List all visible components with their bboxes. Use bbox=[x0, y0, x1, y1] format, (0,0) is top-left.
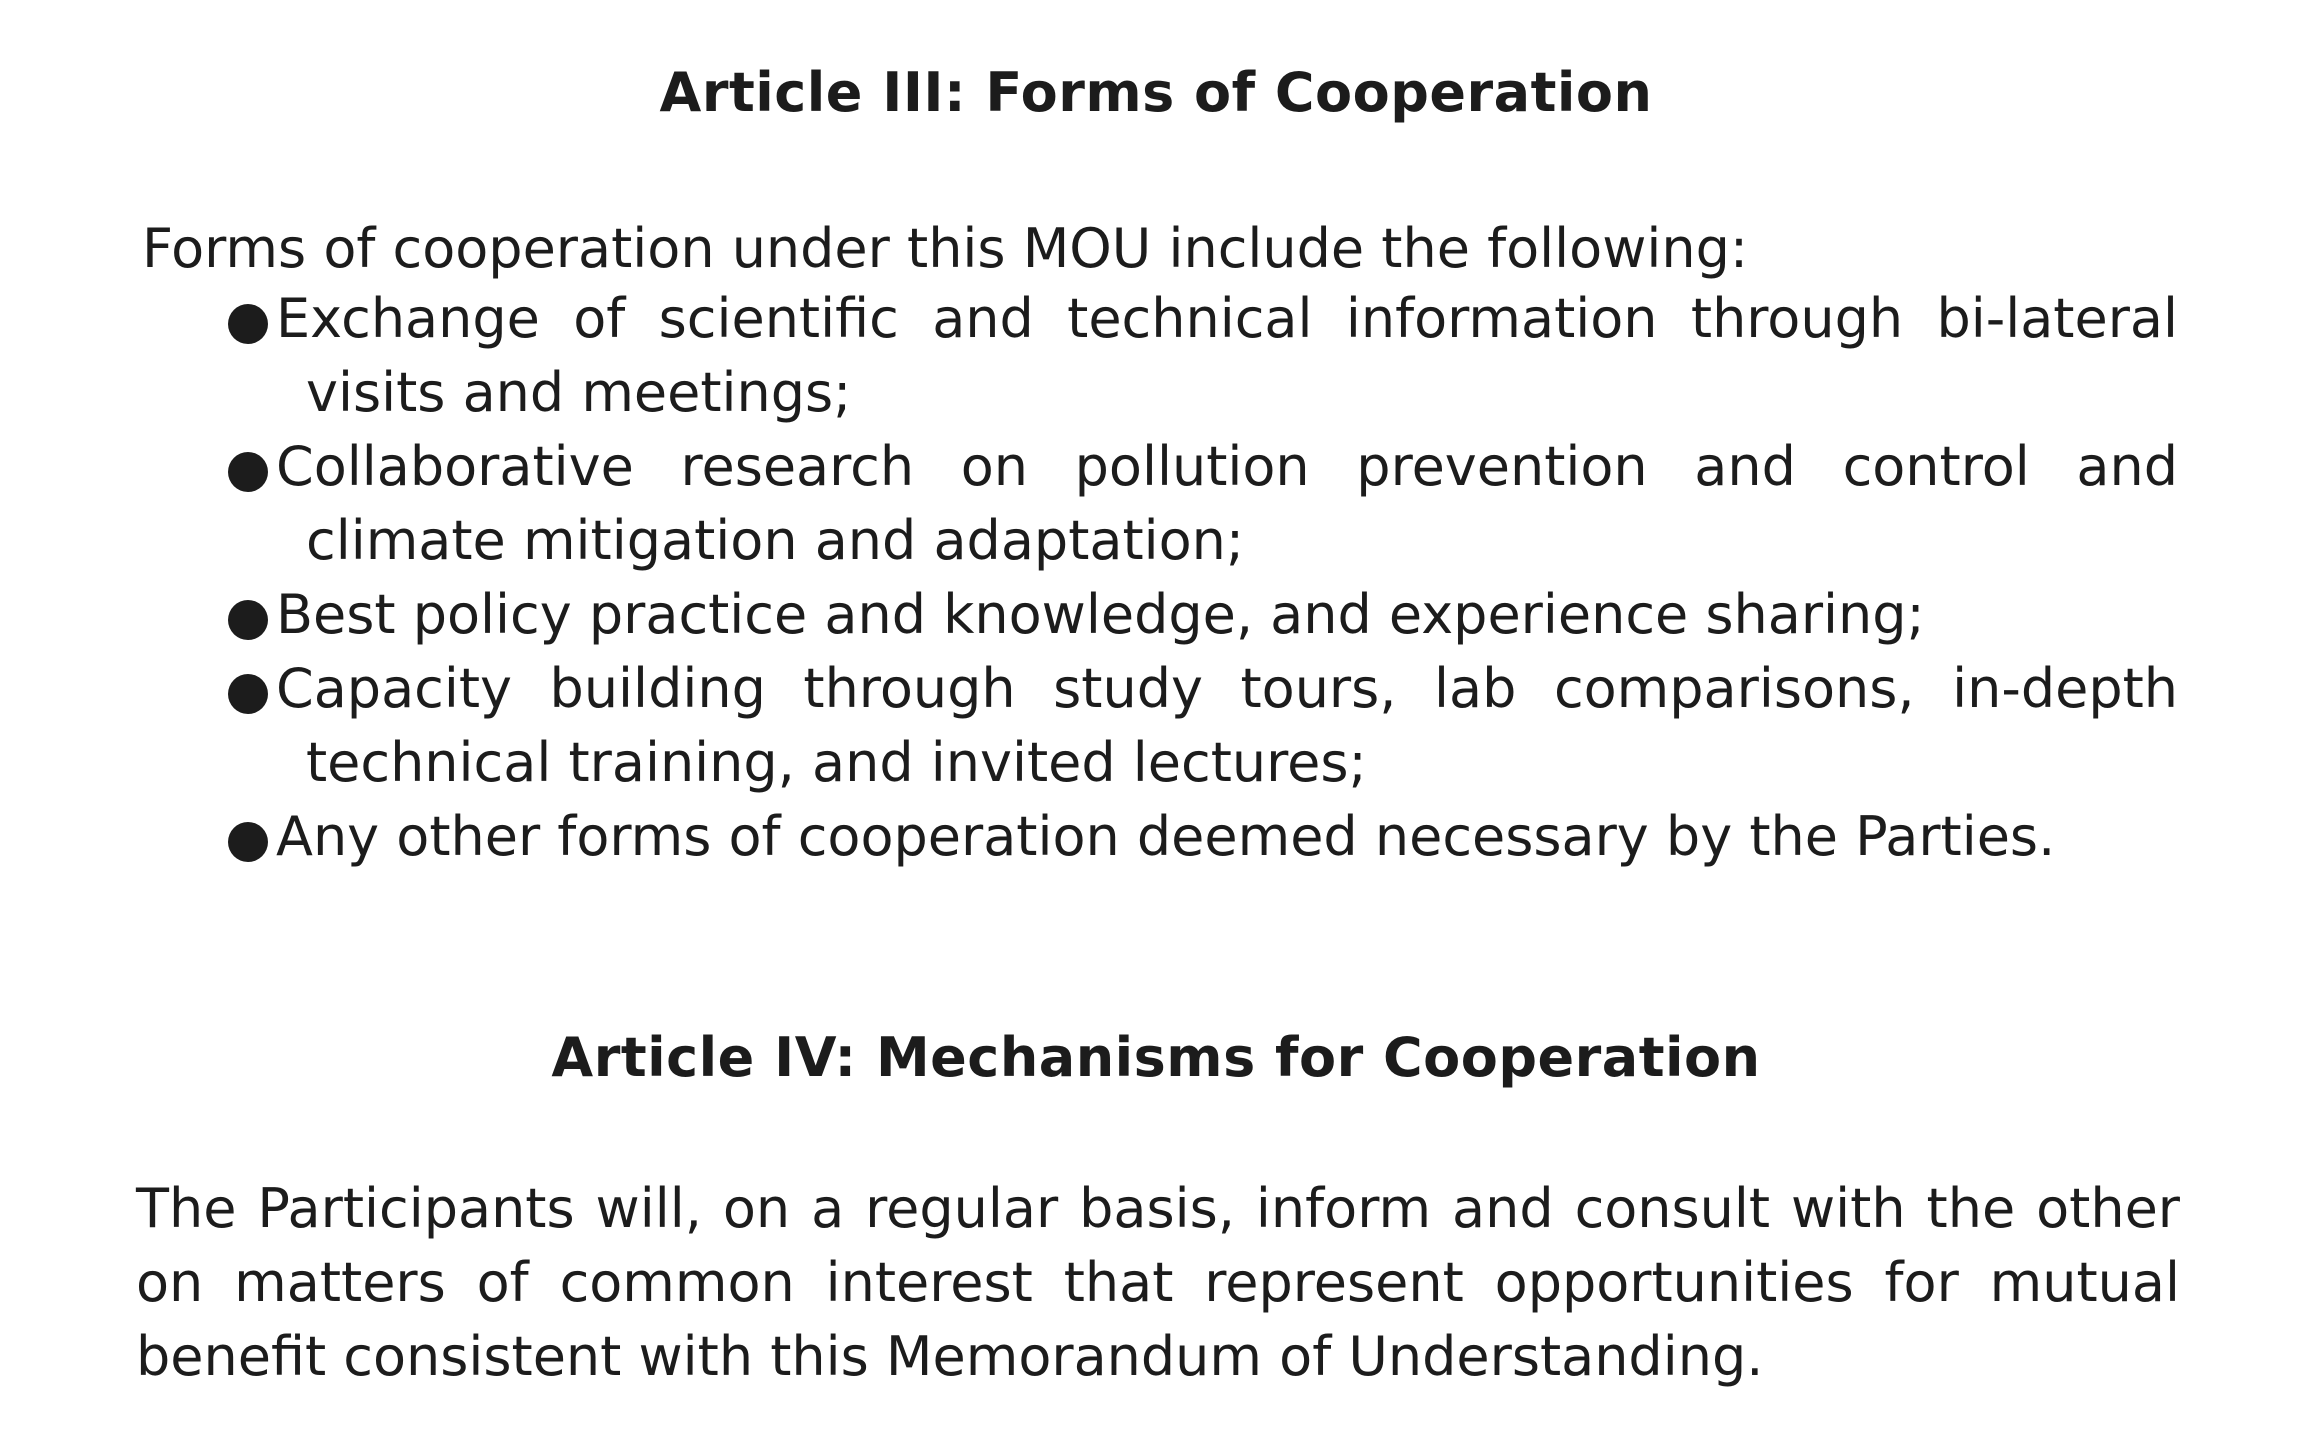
cooperation-forms-list bbox=[228, 282, 2178, 874]
list-item-line: technical training, and invited lectures; bbox=[306, 731, 1367, 794]
article-iii-intro: Forms of cooperation under this MOU include the following: bbox=[142, 217, 1749, 280]
bullet-icon bbox=[228, 452, 268, 492]
list-item-line: visits and meetings; bbox=[306, 361, 852, 424]
paragraph-line: benefit consistent with this Memorandum of Understanding. bbox=[136, 1325, 1764, 1388]
list-item-line: Any other forms of cooperation deemed necessary by the Parties. bbox=[276, 805, 2056, 868]
paragraph-line: The Participants will, on a regular basis, inform and consult with the other bbox=[136, 1177, 2180, 1240]
list-item-line: climate mitigation and adaptation; bbox=[306, 509, 1245, 572]
article-iv-paragraph bbox=[136, 1172, 2180, 1394]
bullet-icon bbox=[228, 600, 268, 640]
list-item bbox=[228, 282, 2178, 430]
paragraph-line: on matters of common interest that represent opportunities for mutual bbox=[136, 1251, 2180, 1314]
list-item-line: Capacity building through study tours, lab comparisons, in-depth bbox=[276, 657, 2178, 720]
article-iii-heading: Article III: Forms of Cooperation bbox=[659, 61, 1653, 124]
list-item bbox=[228, 800, 2178, 874]
list-item-line: Best policy practice and knowledge, and experience sharing; bbox=[276, 583, 1925, 646]
article-iv-heading: Article IV: Mechanisms for Cooperation bbox=[551, 1026, 1761, 1089]
bullet-icon bbox=[228, 674, 268, 714]
bullet-icon bbox=[228, 822, 268, 862]
list-item bbox=[228, 578, 2178, 652]
list-item-line: Collaborative research on pollution prevention and control and bbox=[276, 435, 2178, 498]
list-item bbox=[228, 652, 2178, 800]
list-item bbox=[228, 430, 2178, 578]
bullet-icon bbox=[228, 304, 268, 344]
list-item-line: Exchange of scientific and technical information through bi-lateral bbox=[276, 287, 2178, 350]
